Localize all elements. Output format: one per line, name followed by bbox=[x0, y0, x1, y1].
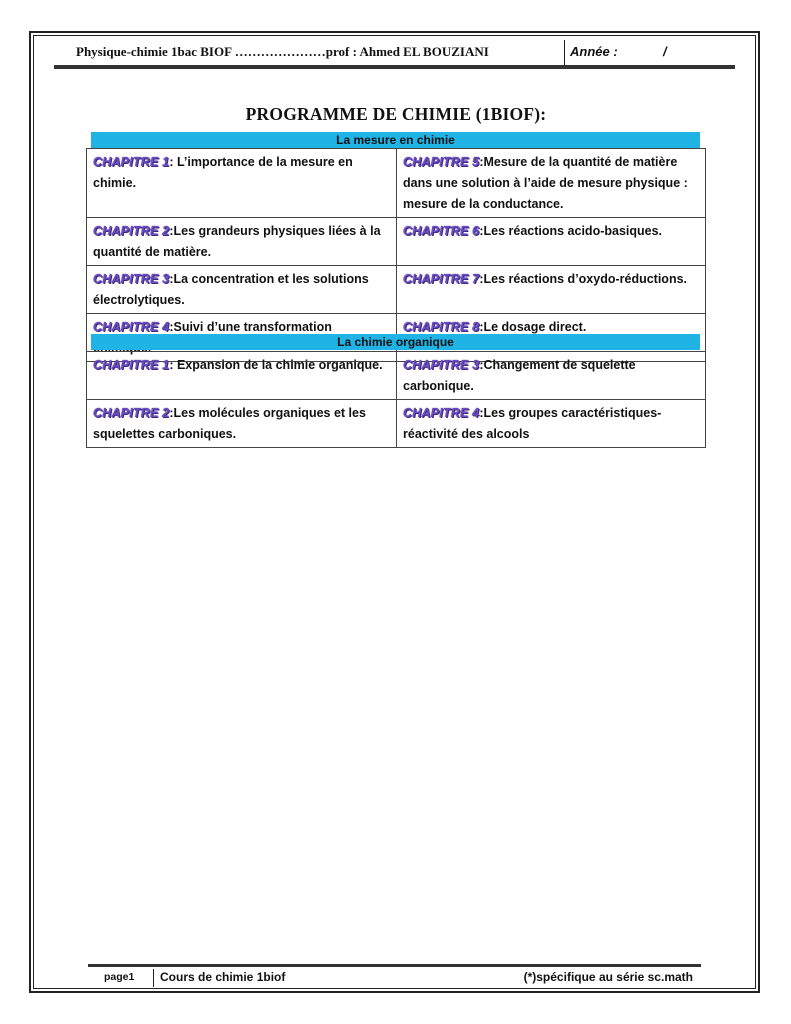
page-number: page1 bbox=[104, 971, 135, 983]
chapter-label: CHAPITRE 4 bbox=[403, 406, 480, 420]
chapter-text: :Les réactions d’oxydo-réductions. bbox=[479, 272, 688, 286]
footer-note: (*)spécifique au série sc.math bbox=[523, 970, 693, 984]
chapter-text: :Changement de squelette carbonique. bbox=[403, 358, 636, 393]
chapter-label: CHAPITRE 2 bbox=[93, 406, 170, 420]
chapter-cell bbox=[397, 352, 706, 400]
header-rule bbox=[54, 65, 735, 69]
chapter-label: CHAPITRE 7 bbox=[403, 272, 480, 286]
chapter-label: CHAPITRE 1 bbox=[93, 155, 170, 169]
footer-separator bbox=[153, 969, 154, 987]
footer-course: Cours de chimie 1biof bbox=[160, 970, 286, 984]
chapter-cell bbox=[397, 266, 706, 314]
chapter-text: :Les réactions acido-basiques. bbox=[479, 224, 663, 238]
chapter-cell bbox=[87, 218, 397, 266]
chapter-text: : L’importance de la mesure en chimie. bbox=[93, 155, 353, 190]
section-heading: La mesure en chimie bbox=[91, 132, 700, 148]
chapters-table-organique bbox=[86, 351, 706, 448]
chapter-label: CHAPITRE 1 bbox=[93, 358, 170, 372]
header-annee bbox=[570, 44, 730, 63]
chapter-cell bbox=[397, 400, 706, 448]
chapter-text: :Le dosage direct. bbox=[479, 320, 587, 334]
chapter-cell bbox=[87, 400, 397, 448]
chapter-cell bbox=[397, 218, 706, 266]
table-row bbox=[87, 218, 706, 266]
chapter-label: CHAPITRE 6 bbox=[403, 224, 480, 238]
annee-slash: / bbox=[663, 44, 667, 59]
page-header bbox=[54, 40, 735, 66]
annee-label: Année : bbox=[570, 44, 618, 59]
chapter-text: :Les groupes caractéristiques-réactivité des alcools bbox=[403, 406, 662, 441]
chapter-label: CHAPITRE 4 bbox=[93, 320, 170, 334]
chapter-label: CHAPITRE 8 bbox=[403, 320, 480, 334]
chapter-cell bbox=[397, 149, 706, 218]
footer-rule bbox=[88, 964, 701, 967]
chapter-text: :La concentration et les solutions électrolytiques. bbox=[93, 272, 369, 307]
chapters-table-mesure bbox=[86, 148, 706, 362]
table-row bbox=[87, 266, 706, 314]
table-row bbox=[87, 400, 706, 448]
chapter-label: CHAPITRE 3 bbox=[403, 358, 480, 372]
chapter-label: CHAPITRE 2 bbox=[93, 224, 170, 238]
page-title: PROGRAMME DE CHIMIE (1BIOF): bbox=[245, 104, 547, 124]
table-row bbox=[87, 352, 706, 400]
header-separator bbox=[564, 40, 565, 65]
chapter-cell bbox=[87, 352, 397, 400]
chapter-text: :Les molécules organiques et les squelettes carboniques. bbox=[93, 406, 366, 441]
table-row bbox=[87, 149, 706, 218]
chapter-cell bbox=[87, 266, 397, 314]
chapter-label: CHAPITRE 5 bbox=[403, 155, 480, 169]
page-footer bbox=[88, 969, 701, 987]
chapter-text: :Suivi d’une transformation bbox=[169, 320, 332, 334]
chapter-text: :Mesure de la quantité de matière dans une solution à l’aide de mesure physique : mesure de la conductance. bbox=[403, 155, 688, 211]
chapter-text: :Les grandeurs physiques liées à la quantité de matière. bbox=[93, 224, 381, 259]
section-heading: La chimie organique bbox=[91, 334, 700, 350]
header-title: Physique-chimie 1bac BIOF …………………prof : Ahmed EL BOUZIANI bbox=[76, 44, 489, 59]
chapter-text: : Expansion de la chimie organique. bbox=[169, 358, 383, 372]
chapter-cell bbox=[87, 149, 397, 218]
chapter-label: CHAPITRE 3 bbox=[93, 272, 170, 286]
